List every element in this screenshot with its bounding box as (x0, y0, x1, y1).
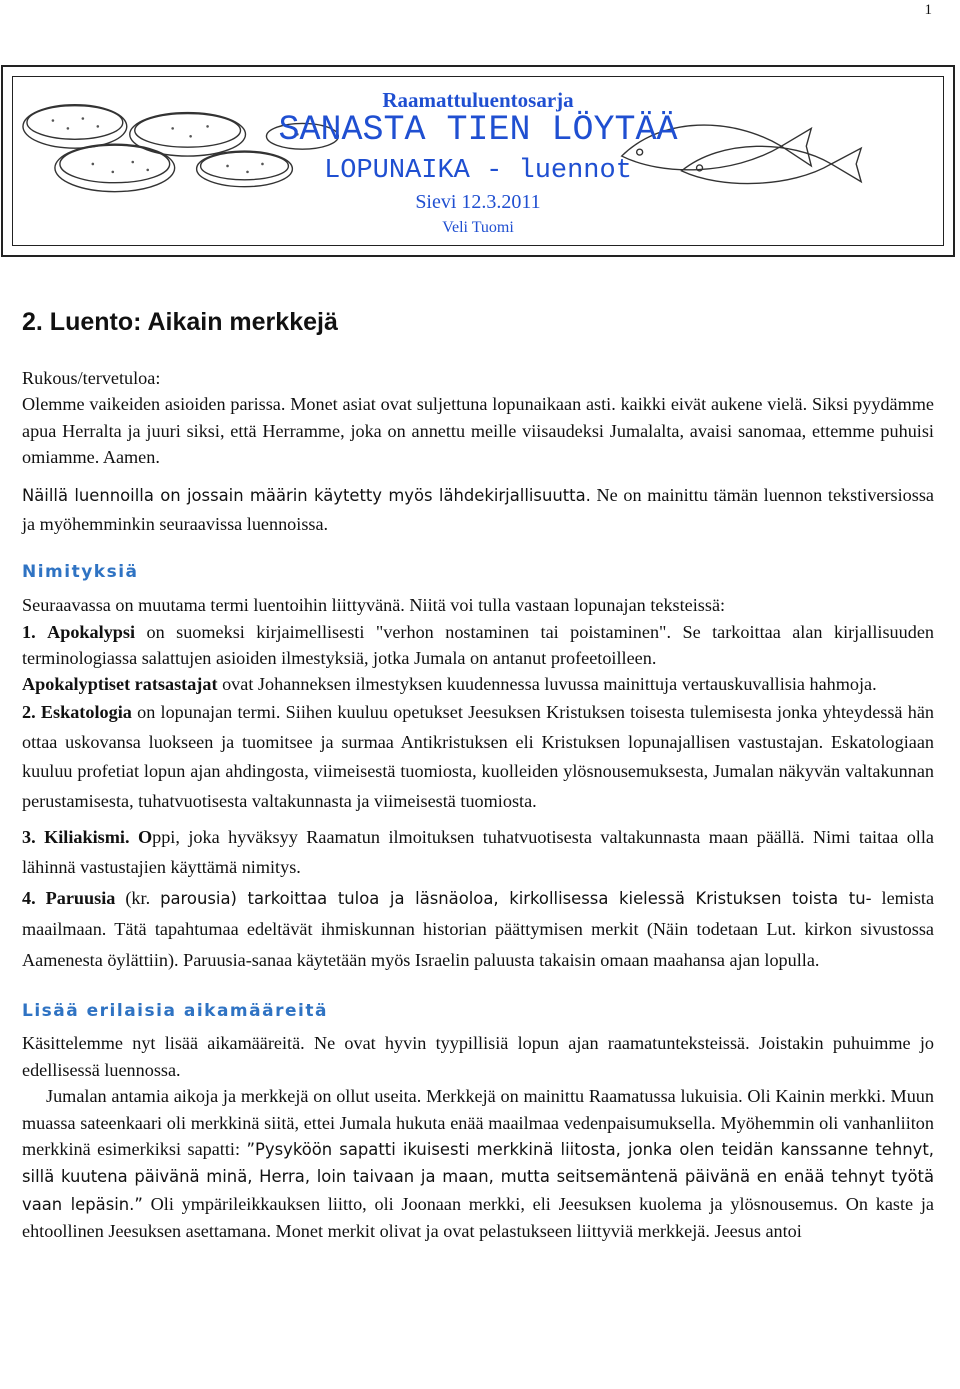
term-number: 4. (22, 887, 36, 908)
sources-note-part1: Näillä luennoilla on jossain määrin käytetty myös lähdekirjallisuutta. (22, 485, 591, 505)
term-paruusia (22, 883, 934, 976)
term-definition-a: (kr. (115, 887, 161, 908)
prayer-text: Olemme vaikeiden asioiden parissa. Monet asiat ovat suljettuna lopunaikaan asti. kaikki eivät aukene vielä. Siksi pyydämme apua Herralta ja juuri siksi, että Herramme, joka on annettu meille viisaudeksi Jumalalta, avaisi sanomaa, ettemme puhuisi omiamme. Aamen. (22, 394, 934, 468)
term-definition: on lopunajan termi. Siihen kuuluu opetukset Jeesuksen Kristuksen toisesta tulemisesta jonka yhteydessä hän ottaa uskovansa luokseen ja tuomitsee ja surmaa Antikristuksen eli Kristuksen lopunajallisen vastustajan. Eskatologiaan kuuluu profetiat lopun ajan ahdingosta, viimeisestä tuomiosta, kuolleiden ylösnousemuksesta, Jumalan näkyvän valtakunnan perustamisesta, tuhatvuotisesta valtakunnasta ja viimeisestä tuomiosta. (22, 701, 934, 812)
lecture-title: 2. Luento: Aikain merkkejä (22, 308, 338, 336)
terms-intro: Seuraavassa on muutama termi luentoihin liittyvänä. Niitä voi tulla vastaan lopunajan teksteissä: (22, 595, 726, 616)
main-title: SANASTA TIEN LÖYTÄÄ (278, 110, 678, 150)
author: Veli Tuomi (442, 219, 514, 236)
term-apokalyptiset-ratsastajat (22, 671, 934, 697)
sources-note-part2: Ne on mainittu tämän luennon tekstiversiossa ja myöhemminkin seuraavissa luennoissa. (22, 484, 934, 535)
sub-title: LOPUNAIKA - luennot (324, 156, 632, 186)
times-paragraph-2a: Jumalan antamia aikoja ja merkkejä on ollut useita. Merkkejä on mainittu Raamatussa lukuisia. Oli Kainin merkki. Muun muassa sateenkaari oli merkkinä siitä, ettei Jumala hukuta enää maailmaa vedenpaisumuksella. Myöhemmin oli vanhanliiton merkkinä esimerkiksi sapatti: (22, 1086, 934, 1160)
header-inner-frame (12, 76, 944, 246)
section-heading-terms: Nimityksiä (22, 562, 139, 583)
sabbath-quote: ”Pysyköön sapatti ikuisesti merkkinä liitosta, jonka olen teidän kanssanne tehnyt, sillä kuutena päivänä minä, Herra, loin taivaan ja maan, mutta seitsemäntenä päivänä en enää tehnyt työtä vaan lepäsin.” (22, 1140, 935, 1214)
term-apokalypsi (22, 619, 934, 672)
times-paragraph-2 (22, 1083, 934, 1244)
header-banner (1, 65, 955, 257)
times-paragraph-1: Käsittelemme nyt lisää aikamääreitä. Ne ovat hyvin tyypillisiä lopun ajan raamatunteksteissä. Joistakin puhuimme jo edellisessä luennossa. (22, 1033, 934, 1080)
term-kiliakismi (22, 823, 934, 883)
term-definition-b: parousia) tarkoittaa tuloa ja läsnäoloa, kirkollisessa kielessä Kristuksen toista tu- (160, 888, 872, 908)
term-name: Apokalypsi (47, 621, 136, 642)
term-number: 3. (22, 827, 36, 848)
term-name: Eskatologia (40, 701, 132, 722)
term-definition: ppi, joka hyväksyy Raamatun ilmoituksen tuhatvuotisesta valtakunnasta maan päällä. Nimi taitaa olla lähinnä vastustajien käyttämä nimitys. (22, 827, 934, 877)
prayer-label: Rukous/tervetuloa: (22, 368, 161, 388)
term-name: Kiliakismi. O (44, 827, 153, 848)
term-number: 2. (22, 701, 36, 722)
series-title: Raamattuluentosarja (382, 88, 574, 112)
term-name: Paruusia (45, 887, 116, 908)
term-definition: on suomeksi kirjaimellisesti "verhon nostaminen tai poistaminen". Se tarkoittaa alan kirjallisuuden terminologiassa salattujen asioiden ilmestyksiä, jotka Jumala on antanut profeetoilleen. (22, 621, 934, 669)
term-name: Apokalyptiset ratsastajat (22, 674, 218, 695)
section-heading-times: Lisää erilaisia aikamääreitä (22, 1001, 328, 1022)
term-number: 1. (22, 621, 36, 642)
term-eskatologia (22, 698, 934, 817)
place-date: Sievi 12.3.2011 (415, 191, 541, 213)
times-paragraph-2c: Oli ympärileikkauksen liitto, oli Joonaan merkki, eli Jeesuksen kuolema ja ylösnousemus. On kaste ja ehtoollinen Jeesuksen asettamana. Monet merkit olivat ja ovat pelastukseen liittyviä merkkejä. Jeesus antoi (22, 1193, 934, 1242)
sources-note (22, 481, 934, 541)
term-definition: ovat Johanneksen ilmestyksen kuudennessa luvussa mainittuja vertauskuvallisia hahmoja. (217, 674, 877, 695)
term-definition-c: lemista maailmaan. Tätä tapahtumaa edeltävät ihmiskunnan historian päättymisen merkit (Näin todetaan Lut. kirkon sivustossa Aamenesta öylättiin). Paruusia-sanaa käytetään myös Israelin paluusta takaisin omaan maahansa ajan lopulla. (22, 887, 935, 970)
page-number: 1 (924, 2, 932, 18)
document-body (22, 306, 934, 1245)
